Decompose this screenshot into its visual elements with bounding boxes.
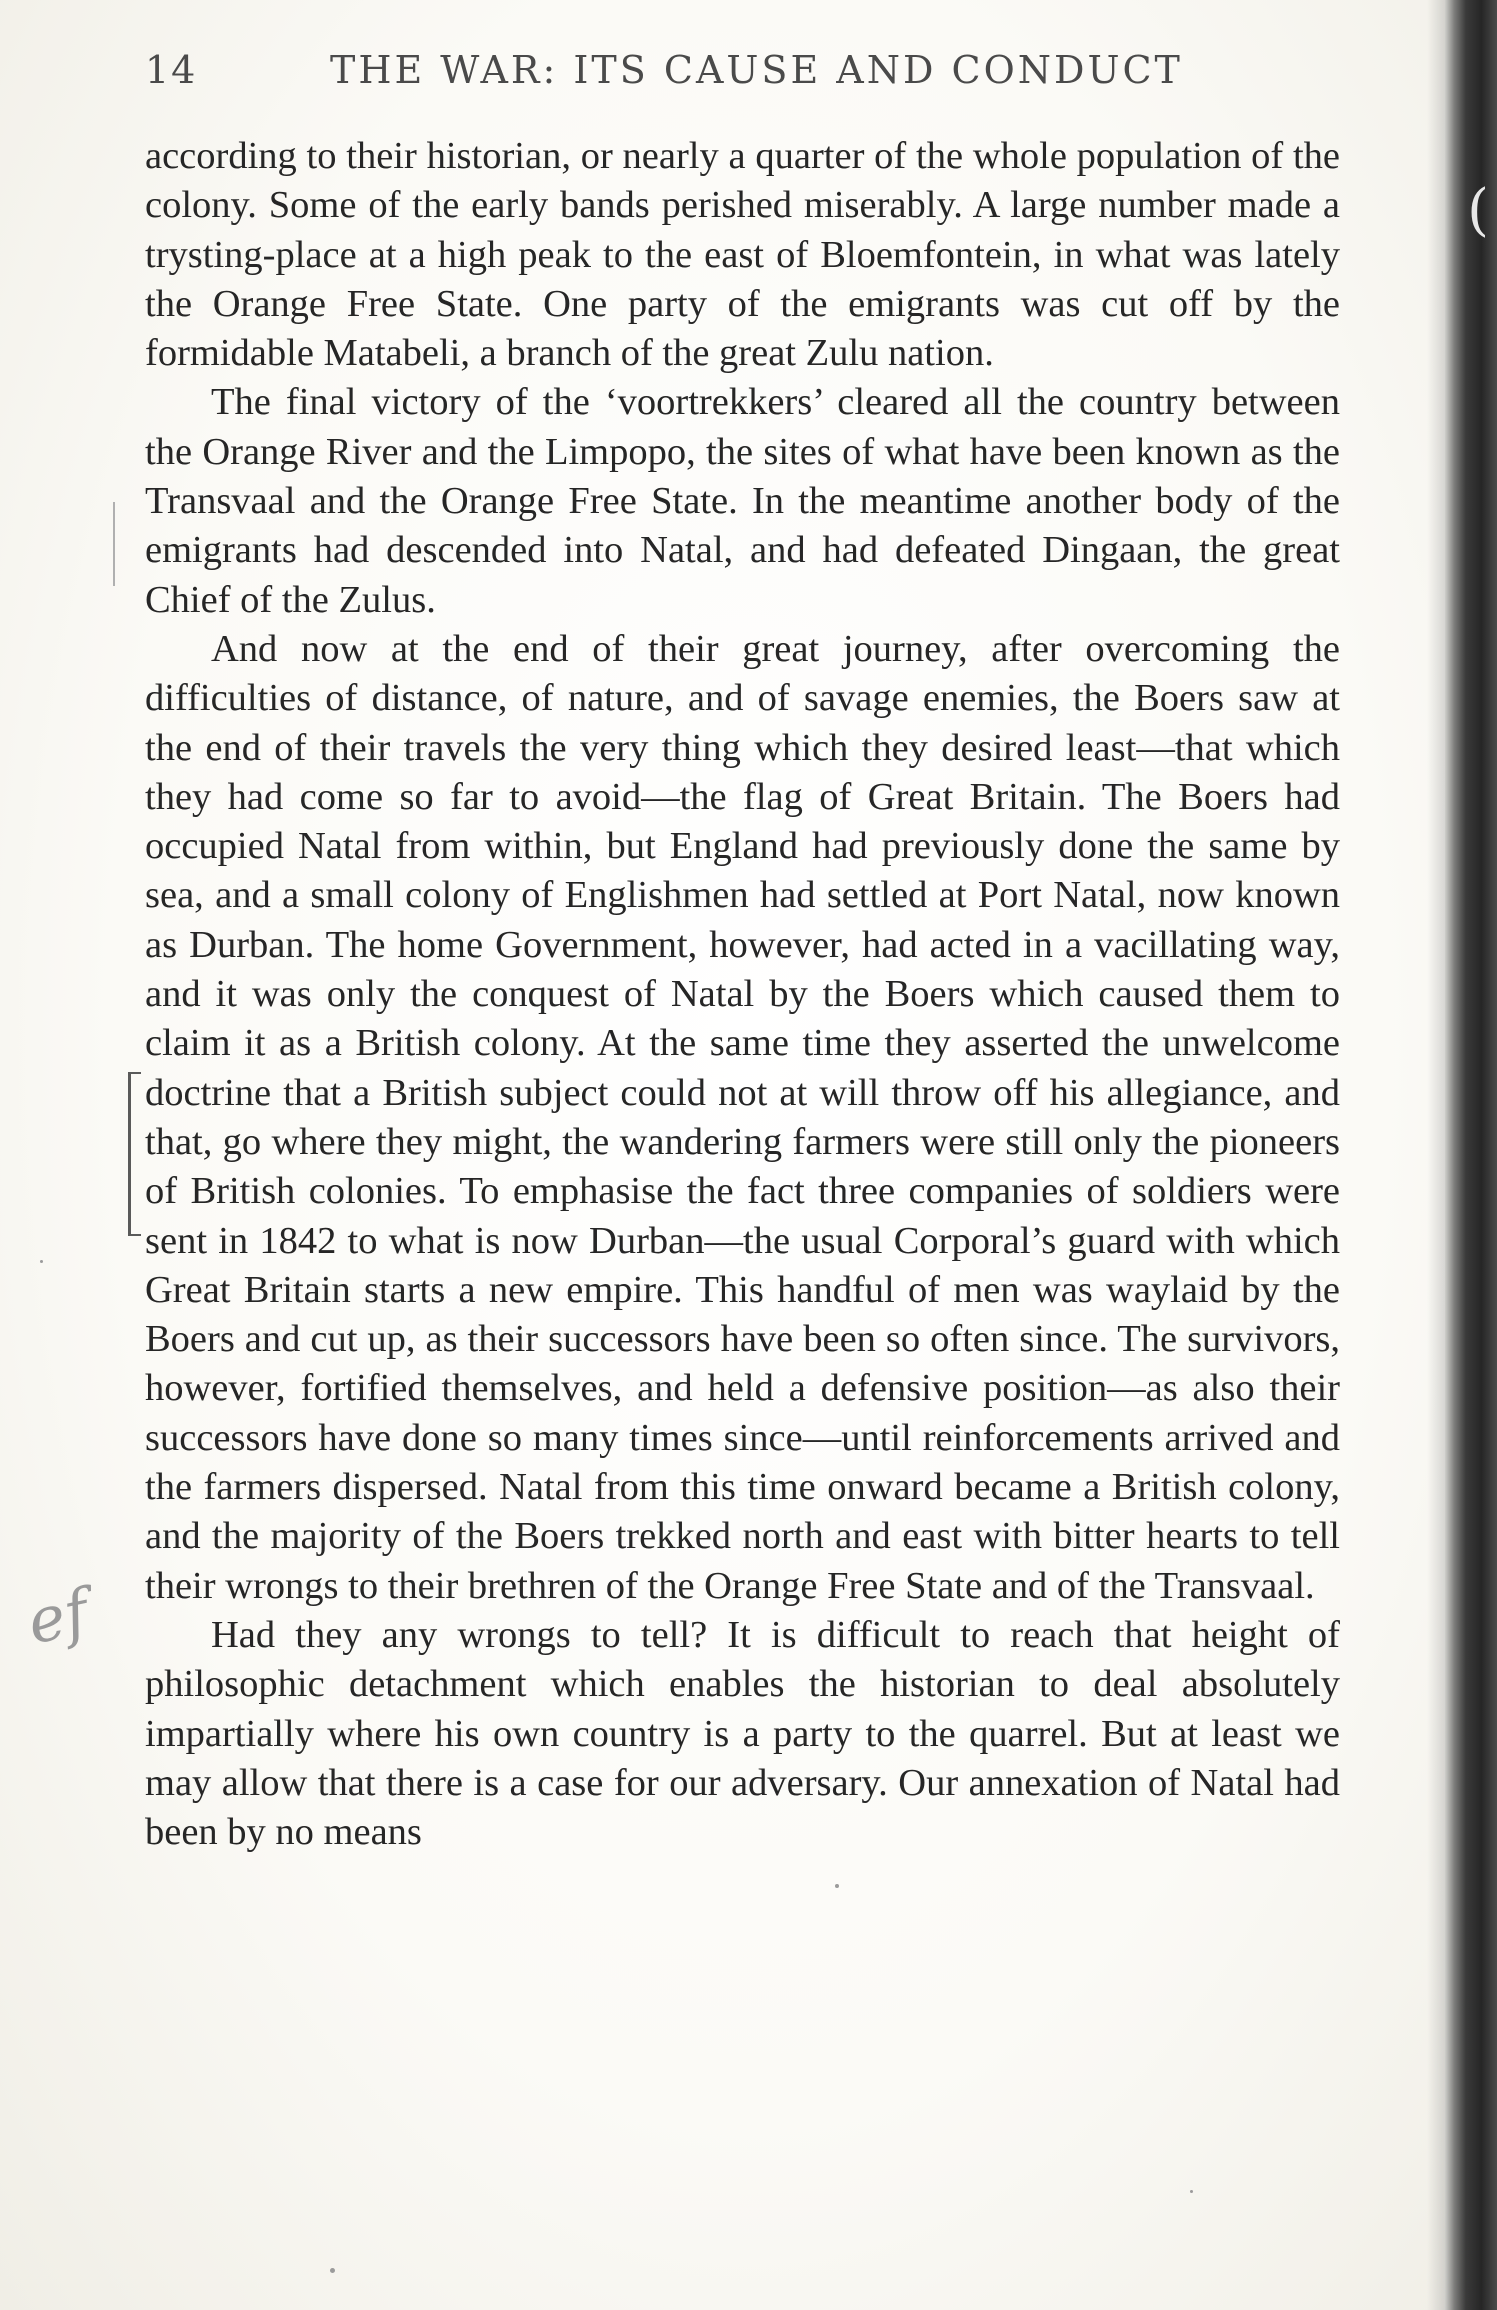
paragraph-2: The final victory of the ‘voortrekkers’ cleared all the country between the Orange River and the Limpopo, the sites of what have been known as the Transvaal and the Orange Free State. In the meantime another body of the emigrants had descended into Natal, and had defeated Dingaan, the great Chief of the Zulus.: [145, 381, 1340, 621]
paper-speck: [1190, 2190, 1193, 2193]
page-number: 14: [145, 48, 198, 92]
page-gutter-shadow: [1427, 0, 1445, 2310]
paragraph-3: And now at the end of their great journey, after overcoming the difficulties of distance, of nature, and of savage enemies, the Boers saw at the end of their travels the very thing which they desired least—that which they had come so far to avoid—the flag of Great Britain. The Boers had occupied Natal from within, but England had previously done the same by sea, and a small colony of Englishmen had settled at Port Natal, now known as Durban. The home Government, however, had acted in a vacillating way, and it was only the conquest of Natal by the Boers which caused them to claim it as a British colony. At the same time they asserted the unwelcome doctrine that a British subject could not at will throw off his allegiance, and that, go where they might, the wandering farmers were still only the pioneers of British colonies. To emphasise the fact three companies of soldiers were sent in 1842 to what is now Durban—the usual Corporal’s guard with which Great Britain starts a new empire. This handful of men was waylaid by the Boers and cut up, as their successors have been so often since. The survivors, however, fortified themselves, and held a defensive position—as also their successors have done so many times since—until reinforcements arrived and the farmers dispersed. Natal from this time onward became a British colony, and the majority of the Boers trekked north and east with bitter hearts to tell their wrongs to their brethren of the Orange Free State and of the Transvaal.: [145, 627, 1340, 1607]
margin-pencil-line: [113, 502, 115, 586]
running-title: THE WAR: ITS CAUSE AND CONDUCT: [330, 48, 1183, 92]
gutter-bracket-mark: (: [1467, 178, 1489, 243]
paragraph-1: according to their historian, or nearly a quarter of the whole population of the colony. Some of the early bands perished miserably. A large number made a trysting-place at a high peak to the east of Bloemfontein, in what was lately the Orange Free State. One party of the emigrants was cut off by the formidable Matabeli, a branch of the great Zulu nation.: [145, 135, 1340, 375]
body-text: [145, 132, 1340, 1857]
paper-speck: [330, 2268, 335, 2273]
page-gutter: [1445, 0, 1497, 2310]
margin-bracket-mark: [128, 1072, 141, 1236]
paper-speck: [835, 1884, 839, 1888]
running-head: [145, 48, 1325, 108]
margin-scribble: ef: [21, 1574, 95, 1659]
paragraph-4: Had they any wrongs to tell? It is difficult to reach that height of philosophic detachment which enables the historian to deal absolutely impartially where his own country is a party to the quarrel. But at least we may allow that there is a case for our adversary. Our annexation of Natal had been by no means: [145, 1613, 1340, 1854]
paper-speck: [40, 1260, 43, 1263]
